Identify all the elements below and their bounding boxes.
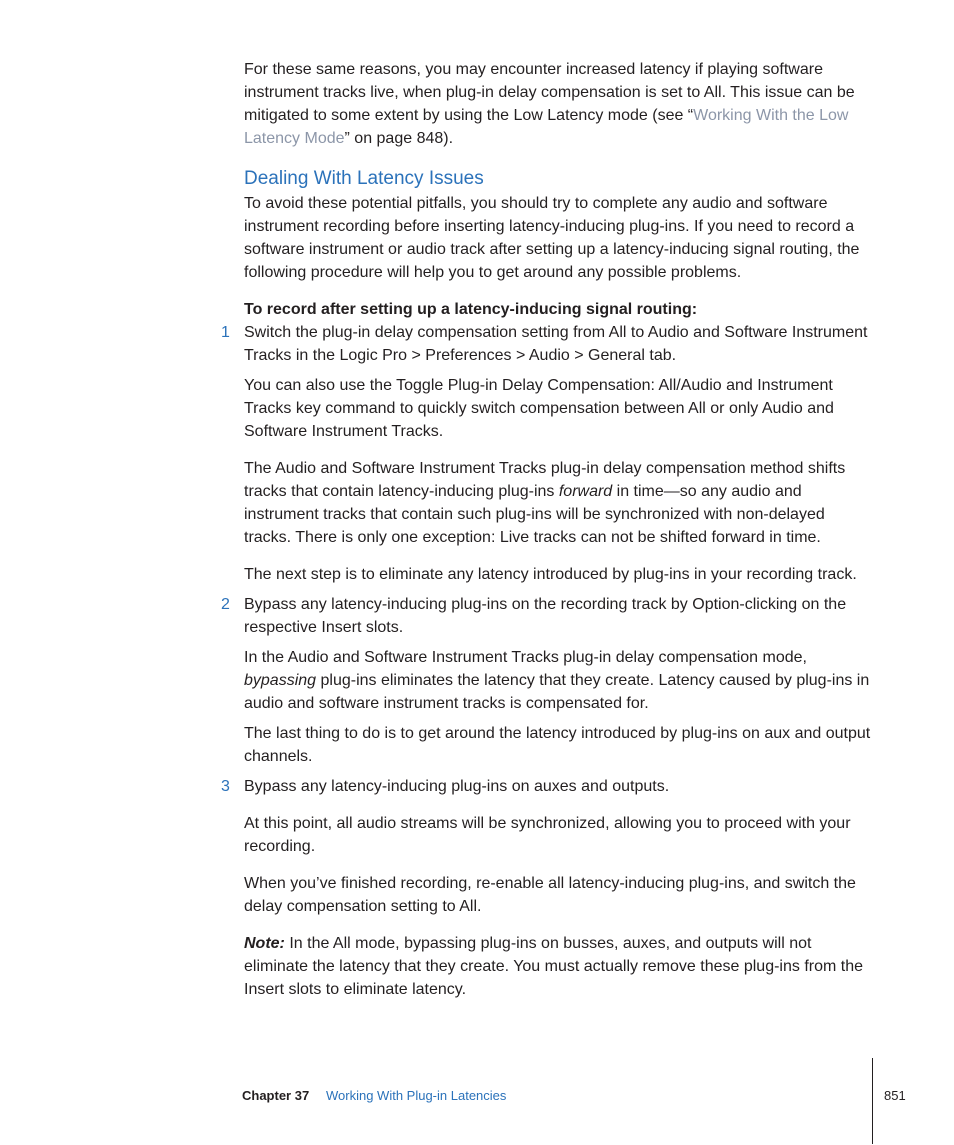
- note-label: Note:: [244, 935, 285, 952]
- step-1: [244, 321, 872, 367]
- step-2-note-a: [244, 646, 872, 715]
- step-3-note-a: [244, 812, 872, 858]
- section-paragraph: [244, 192, 872, 284]
- step-1-note-b-text-end: in time—so any audio and instrument tracks that contain such plug-ins will be synchronized with non-delayed tracks. There is only one exception: Live tracks can not be shifted forward in time.: [244, 483, 825, 546]
- intro-text: For these same reasons, you may encounter increased latency if playing software instrument tracks live, when plug-in delay compensation is set to All. This issue can be mitigated to some extent by using the Low Latency mode (see “: [244, 61, 855, 124]
- page-number: 851: [884, 1088, 906, 1103]
- step-3-note-a-text: At this point, all audio streams will be synchronized, allowing you to proceed with your recording.: [244, 815, 851, 855]
- step-3-note-b-text: When you’ve finished recording, re-enable all latency-inducing plug-ins, and switch the delay compensation setting to All.: [244, 875, 856, 915]
- footer-divider: [872, 1058, 873, 1144]
- step-2-note-a-text-end: plug-ins eliminates the latency that they create. Latency caused by plug-ins in audio and software instrument tracks is compensated for.: [244, 672, 870, 712]
- procedure-title: To record after setting up a latency-inducing signal routing:: [244, 301, 698, 318]
- step-3-note-b: [244, 872, 872, 918]
- step-text: Bypass any latency-inducing plug-ins on auxes and outputs.: [244, 778, 670, 795]
- step-text: Switch the plug-in delay compensation setting from All to Audio and Software Instrument Tracks in the Logic Pro > Preferences > Audio > General tab.: [244, 324, 868, 364]
- note-text: In the All mode, bypassing plug-ins on busses, auxes, and outputs will not eliminate the latency that they create. You must actually remove these plug-ins from the Insert slots to eliminate latency.: [244, 935, 863, 998]
- intro-paragraph: [244, 58, 872, 150]
- step-text: Bypass any latency-inducing plug-ins on the recording track by Option-clicking on the respective Insert slots.: [244, 596, 847, 636]
- cross-reference-link[interactable]: Working With the Low Latency Mode: [244, 107, 849, 147]
- footer-chapter-title: Working With Plug-in Latencies: [326, 1088, 507, 1103]
- step-1-note-b-text: The Audio and Software Instrument Tracks plug-in delay compensation method shifts tracks that contain latency-inducing plug-ins: [244, 460, 846, 500]
- step-number-3: 3: [221, 778, 230, 795]
- step-1-note-c: [244, 563, 872, 586]
- section-paragraph-text: To avoid these potential pitfalls, you should try to complete any audio and software instrument recording before inserting latency-inducing plug-ins. If you need to record a software instrument or audio track after setting up a latency-inducing signal routing, the following procedure will help you to get around any possible problems.: [244, 195, 860, 281]
- emphasis-forward: forward: [558, 483, 613, 500]
- footer-chapter-label: Chapter 37: [242, 1088, 310, 1103]
- note-paragraph: [244, 932, 872, 1001]
- step-2-note-b: [244, 722, 872, 768]
- section-heading: Dealing With Latency Issues: [244, 168, 484, 189]
- step-2: [244, 593, 872, 639]
- intro-text-end: ” on page 848).: [344, 130, 454, 147]
- step-2-note-b-text: The last thing to do is to get around the latency introduced by plug-ins on aux and output channels.: [244, 725, 871, 765]
- step-number-2: 2: [221, 596, 230, 613]
- step-number-1: 1: [221, 324, 230, 341]
- step-1-note-a: [244, 374, 872, 443]
- emphasis-bypassing: bypassing: [244, 672, 317, 689]
- step-3: [244, 775, 872, 798]
- step-2-note-a-text: In the Audio and Software Instrument Tracks plug-in delay compensation mode,: [244, 649, 807, 666]
- step-1-note-c-text: The next step is to eliminate any latency introduced by plug-ins in your recording track.: [244, 566, 857, 583]
- step-1-note-a-text: You can also use the Toggle Plug-in Delay Compensation: All/Audio and Instrument Tracks key command to quickly switch compensation between All or only Audio and Software Instrument Tracks.: [244, 377, 834, 440]
- step-1-note-b: [244, 457, 872, 549]
